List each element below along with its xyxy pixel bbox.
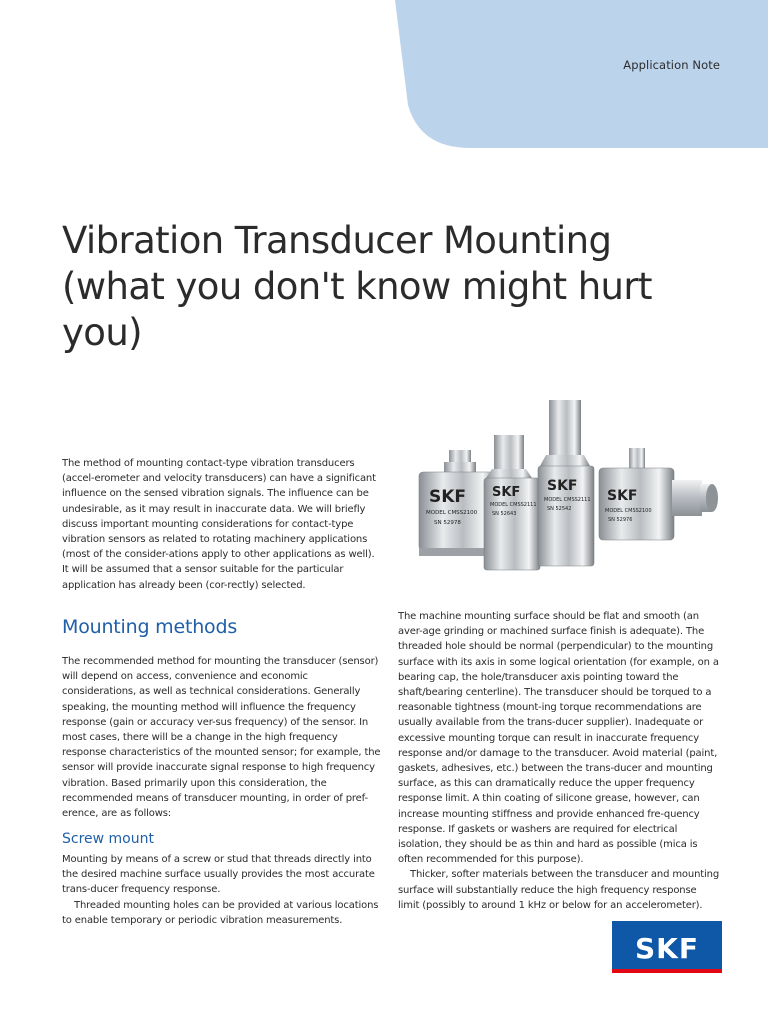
right-column-paragraph-1: The machine mounting surface should be flat and smooth (an aver-age grinding or machined surface finish is adequate). The threaded hole should be normal (perpendicular) to the mounting surface with its axis in some logical orientation (for example, on a bearing cap, the hole/transducer axis pointing toward the shaft/bearing centerline). The transducer should be torqued to a reasonable tightness (mount-ing torque recommendations are usually available from the trans-ducer supplier). Inadequate or excessive mounting torque can result in inaccurate frequency response and/or damage to the transducer. Avoid material (paint, gaskets, adhesives, etc.) between the trans-ducer and mounting surface, as this can dramatically reduce the upper frequency response limit. A thin coating of silicone grease, however, can increase mounting stiffness and provide enhanced fre-quency response. If gaskets or washers are required for electrical isolation, they should be as thin and hard as possible (mica is often recommended for this purpose).: [398, 611, 719, 866]
right-column-paragraph-2: Thicker, softer materials between the transducer and mounting surface will substantially reduce the high frequency response limit (possibly to around 1 kHz or below for an accelerometer).: [398, 869, 720, 911]
subsection-heading-screw-mount: Screw mount: [62, 831, 154, 847]
sensor-4: [599, 448, 718, 540]
sensor-3: [538, 400, 594, 566]
sensor-4-sn: SN 52976: [608, 517, 633, 523]
sensor-3-model: MODEL CMSS2111: [544, 497, 591, 503]
screw-mount-text: [62, 852, 384, 928]
page-title: Vibration Transducer Mounting (what you don't know might hurt you): [62, 219, 652, 354]
sensor-1-brand: SKF: [429, 487, 467, 507]
screw-mount-paragraph-1: Mounting by means of a screw or stud that threads directly into the desired machine surface usually provides the most accurate trans-ducer frequency response.: [62, 854, 375, 896]
header-band: [0, 0, 768, 150]
sensor-2-model: MODEL CMSS2111: [490, 502, 537, 508]
intro-paragraph: The method of mounting contact-type vibration transducers (accel-erometer and velocity transducers) can have a significant influence on the sensed vibration signals. The influence can be undesirable, as it may result in inaccurate data. We will briefly discuss important mounting considerations for contact-type vibration sensors as related to rotating machinery applications (most of the consider-ations apply to other applications as well). It will be assumed that a sensor suitable for the particular application has already been (cor-rectly) selected.: [62, 458, 376, 591]
sensor-2: [484, 435, 540, 570]
mounting-methods-paragraph: The recommended method for mounting the transducer (sensor) will depend on access, convenience and economic considerations, as well as technical considerations. Generally speaking, the mounting method will influence the frequency response (gain or accuracy ver-sus frequency) of the sensor. In most cases, there will be a change in the high frequency response characteristics of the mounted sensor; for example, the sensor will provide inaccurate signal response to high frequency vibration. Based primarily upon this consideration, the recommended means of transducer mounting, in order of pref-erence, are as follows:: [62, 656, 381, 820]
section-heading-mounting-methods: Mounting methods: [62, 616, 238, 638]
skf-logo-text: SKF: [635, 932, 699, 965]
sensor-2-brand: SKF: [492, 485, 521, 500]
product-photo: [394, 390, 724, 590]
sensor-4-brand: SKF: [607, 488, 638, 504]
document-type-label: Application Note: [623, 58, 720, 72]
sensor-1-model: MODEL CMSS2100: [426, 510, 478, 516]
sensor-3-sn: SN 52542: [547, 506, 572, 512]
sensor-1-sn: SN 52978: [434, 520, 461, 526]
sensor-2-sn: SN 52643: [492, 511, 517, 517]
right-column: [398, 609, 720, 913]
skf-logo: [612, 921, 722, 973]
sensor-3-brand: SKF: [547, 478, 578, 494]
screw-mount-paragraph-2: Threaded mounting holes can be provided at various locations to enable temporary or periodic vibration measurements.: [62, 899, 379, 926]
sensor-4-model: MODEL CMSS2100: [605, 508, 652, 514]
